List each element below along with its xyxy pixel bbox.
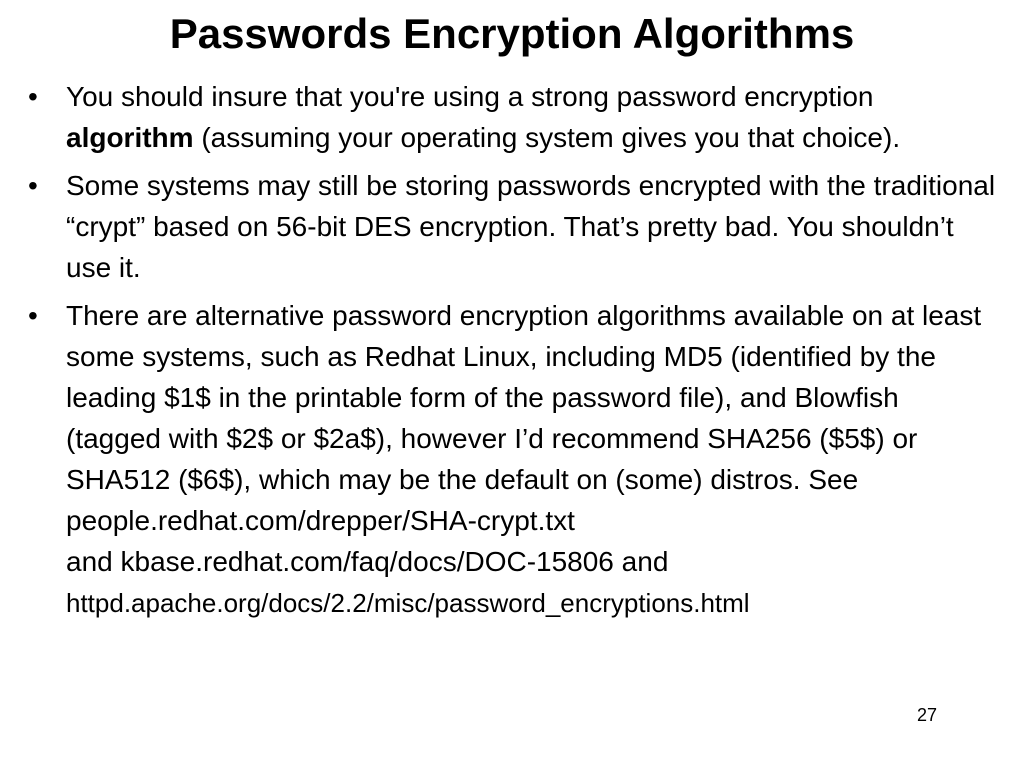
link-apache-password-encryptions[interactable]: httpd.apache.org/docs/2.2/misc/password_encryptions.html xyxy=(66,588,750,618)
page-number: 27 xyxy=(916,705,937,725)
bullet-list xyxy=(28,76,998,631)
slide-title: Passwords Encryption Algorithms xyxy=(169,10,855,57)
bullet-1-bold-text: algorithm xyxy=(66,122,194,153)
link-kbase-redhat[interactable]: kbase.redhat.com/faq/docs/DOC-15806 xyxy=(120,546,614,577)
bullet-2-text: Some systems may still be storing passwords encrypted with the traditional “crypt” based on 56-bit DES encryption. That’s pretty bad. You shouldn’t use it. xyxy=(66,170,996,283)
bullet-marker: • xyxy=(28,170,38,201)
bullet-marker: • xyxy=(28,300,38,331)
bullet-3-and-2: and xyxy=(613,546,669,577)
bullet-3-and: and xyxy=(66,546,121,577)
bullet-3-text: There are alternative password encryption algorithms available on at least some systems, such as Redhat Linux, including MD5 (identified by the leading $1$ in the printable form of the password file), and Blowfish (tagged with $2$ or $2a$), however I’d recommend SHA256 ($5$) or SHA512 ($6$), which may be the default on (some) distros. See xyxy=(66,300,982,495)
bullet-item-1 xyxy=(28,76,998,158)
bullet-item-2 xyxy=(28,165,998,288)
bullet-1-text-a: You should insure that you're using a strong password encryption xyxy=(66,81,874,112)
bullet-item-3 xyxy=(28,295,998,624)
link-sha-crypt[interactable]: people.redhat.com/drepper/SHA-crypt.txt xyxy=(66,505,575,536)
bullet-1-text-b: (assuming your operating system gives you that choice). xyxy=(193,122,901,153)
bullet-marker: • xyxy=(28,81,38,112)
